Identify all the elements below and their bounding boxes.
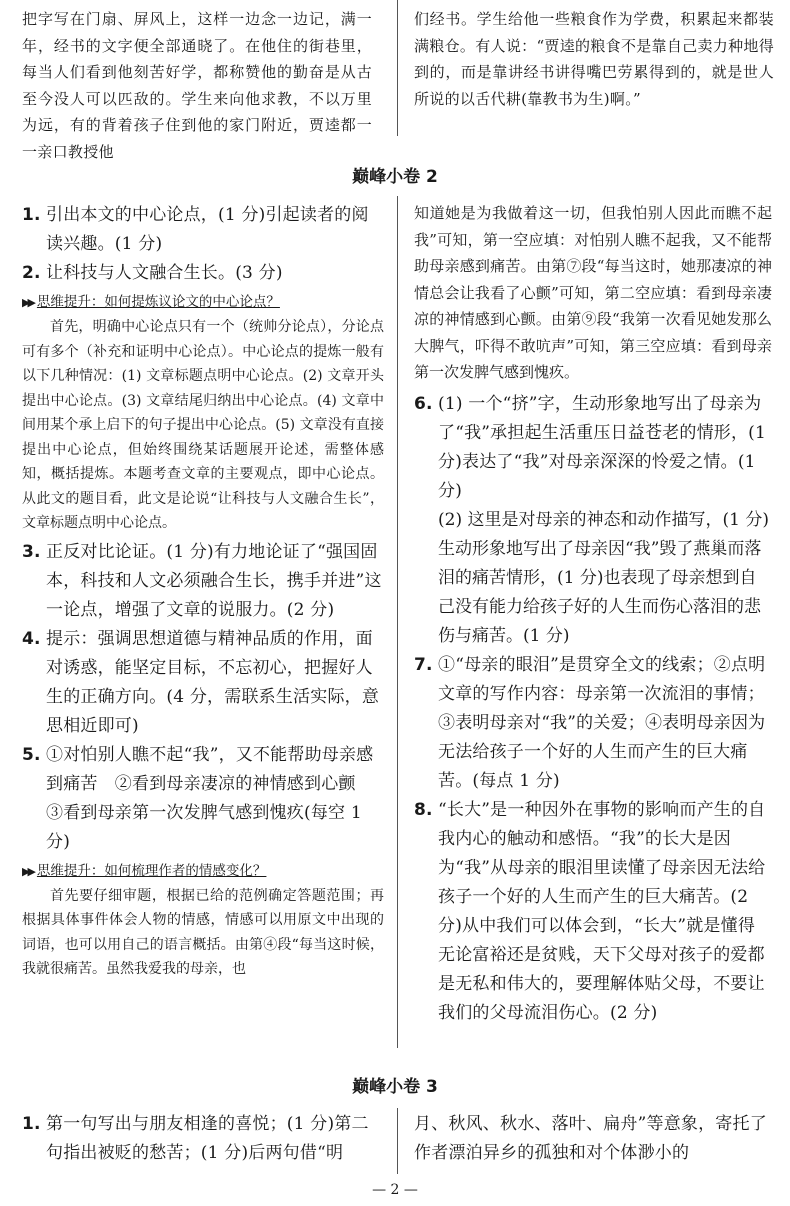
- section-title-3: 巅峰小卷 3: [352, 1077, 438, 1097]
- item-number: 7.: [414, 654, 433, 675]
- item-text: 月、秋风、秋水、落叶、扁舟”等意象，寄托了作者漂泊异乡的孤独和对个体渺小的: [414, 1114, 767, 1163]
- answer-item: [22, 538, 384, 625]
- item-number: 1.: [22, 205, 41, 225]
- section2-right-column: [414, 200, 772, 1028]
- answer-item: [22, 259, 384, 288]
- item-text: “长大”是一种因外在事物的影响而产生的自我内心的触动和感悟。“我”的长大是因为“我”从母亲的眼泪里读懂了母亲因无法给孩子一个好的人生而产生的巨大痛苦。(2 分)从中我们可以体会到，“长大”就是懂得无论富裕还是贫贱，天下父母对孩子的爱都是无私和伟大的，要理解体贴父母，不要让我们的父母流泪伤心。(2 分): [438, 799, 766, 1023]
- item-text: ①对怕别人瞧不起“我”，又不能帮助母亲感到痛苦 ②看到母亲凄凉的神情感到心颤 ③看到母亲第一次发脾气感到愧疚(每空 1 分): [46, 744, 374, 852]
- item-number: 4.: [22, 628, 41, 649]
- tip-heading: [22, 859, 384, 884]
- continued-text: [414, 1110, 772, 1168]
- double-arrow-icon: ▶▶: [22, 864, 33, 878]
- top-right-text: 们经书。学生给他一些粮食作为学费，积累起来都装满粮仓。有人说：“贾逵的粮食不是靠自己卖力种地得到的，而是靠讲经书讲得嘴巴劳累得到的，就是世人所说的以舌代耕(靠教书为生)啊。”: [414, 10, 774, 108]
- thinking-tip: [22, 859, 384, 982]
- answer-item: [414, 651, 772, 796]
- item-number: 8.: [414, 799, 433, 820]
- section2-left-column: [22, 201, 384, 982]
- page-number: — 2 —: [372, 1182, 418, 1198]
- thinking-tip: [22, 290, 384, 536]
- item-text: (1) 一个“挤”字，生动形象地写出了母亲为了“我”承担起生活重压日益苍老的情形，(1 分)表达了“我”对母亲深深的怜爱之情。(1 分): [438, 393, 767, 501]
- answer-item: [414, 390, 772, 506]
- item-text: 正反对比论证。(1 分)有力地论证了“强国固本，科技和人文必须融合生长，携手并进”这一论点，增强了文章的说服力。(2 分): [46, 541, 382, 620]
- tip-body: 首先，明确中心论点只有一个（统帅分论点），分论点可有多个（补充和证明中心论点）。中心论点的提炼一般有以下几种情况：(1) 文章标题点明中心论点。(2) 文章开头提出中心论点。(3) 文章结尾归纳出中心论点。(4) 文章中间用某个承上启下的句子提出中心论点。(5) 文章没有直接提出中心论点，但始终围绕某话题展开论述，需整体感知，概括提炼。本题考查文章的主要观点，即中心论点。从此文的题目看，此文是论说“让科技与人文融合生长”，文章标题点明中心论点。: [22, 319, 384, 531]
- tip-label: 思维提升：如何提炼议论文的中心论点？: [36, 294, 280, 310]
- top-divider: [397, 0, 398, 136]
- double-arrow-icon: ▶▶: [22, 296, 33, 309]
- section3-divider: [397, 1108, 398, 1174]
- item-text: 让科技与人文融合生长。(3 分): [46, 263, 283, 283]
- item-text: 提示：强调思想道德与精神品质的作用，面对诱惑，能坚定目标，不忘初心，把握好人生的正确方向。(4 分，需联系生活实际，意思相近即可): [46, 628, 380, 736]
- top-left-text: 把字写在门扇、屏风上，这样一边念一边记，满一年，经书的文字便全部通晓了。在他住的街巷里，每当人们看到他刻苦好学，都称赞他的勤奋是从古至今没人可以匹敌的。学生来向他求教，不以万里为远，有的背着孩子住到他的家门附近，贾逵都一一亲口教授他: [22, 10, 372, 161]
- answer-item: [414, 796, 772, 1028]
- answer-item: [22, 625, 384, 741]
- continued-text: 知道她是为我做着这一切，但我怕别人因此而瞧不起我”可知，第一空应填：对怕别人瞧不起我，又不能帮助母亲感到痛苦。由第⑦段“每当这时，她那凄凉的神情总会让我看了心颤”可知，第二空应填：看到母亲凄凉的神情感到心颤。由第⑨段“我第一次看见她发那么大脾气，吓得不敢吭声”可知，第三空应填：看到母亲第一次发脾气感到愧疚。: [414, 204, 772, 381]
- answer-item: [22, 201, 384, 259]
- item-number: 6.: [414, 393, 433, 414]
- tip-body: 首先要仔细审题，根据已给的范例确定答题范围；再根据具体事件体会人物的情感，情感可以用原文中出现的词语，也可以用自己的语言概括。由第④段“每当这时候，我就很痛苦。虽然我爱我的母亲，也: [22, 887, 384, 977]
- answer-item: [22, 741, 384, 857]
- item-text: ①“母亲的眼泪”是贯穿全文的线索；②点明文章的写作内容：母亲第一次流泪的事情；③表明母亲对“我”的关爱；④表明母亲因为无法给孩子一个好的人生而产生的巨大痛苦。(每点 1 分): [438, 654, 766, 791]
- tip-label: 思维提升：如何梳理作者的情感变化？: [36, 862, 267, 879]
- item-text: 第一句写出与朋友相逢的喜悦；(1 分)第二句指出被贬的愁苦；(1 分)后两句借“明: [46, 1114, 369, 1163]
- item-number: 5.: [22, 744, 41, 765]
- section3-left-column: [22, 1110, 384, 1168]
- item-subparagraph: (2) 这里是对母亲的神态和动作描写，(1 分)生动形象地写出了母亲因“我”毁了燕巢而落泪的痛苦情形，(1 分)也表现了母亲想到自己没有能力给孩子好的人生而伤心落泪的悲伤与痛苦。(1 分): [438, 509, 769, 646]
- section3-right-column: [414, 1110, 772, 1168]
- tip-heading: [22, 290, 384, 315]
- item-number: 1.: [22, 1114, 41, 1134]
- section-title-2: 巅峰小卷 2: [352, 167, 438, 187]
- section2-divider: [397, 196, 398, 1048]
- item-number: 3.: [22, 541, 41, 562]
- item-text: 引出本文的中心论点，(1 分)引起读者的阅读兴趣。(1 分): [46, 205, 369, 254]
- item-number: 2.: [22, 263, 41, 283]
- answer-item: [22, 1110, 384, 1168]
